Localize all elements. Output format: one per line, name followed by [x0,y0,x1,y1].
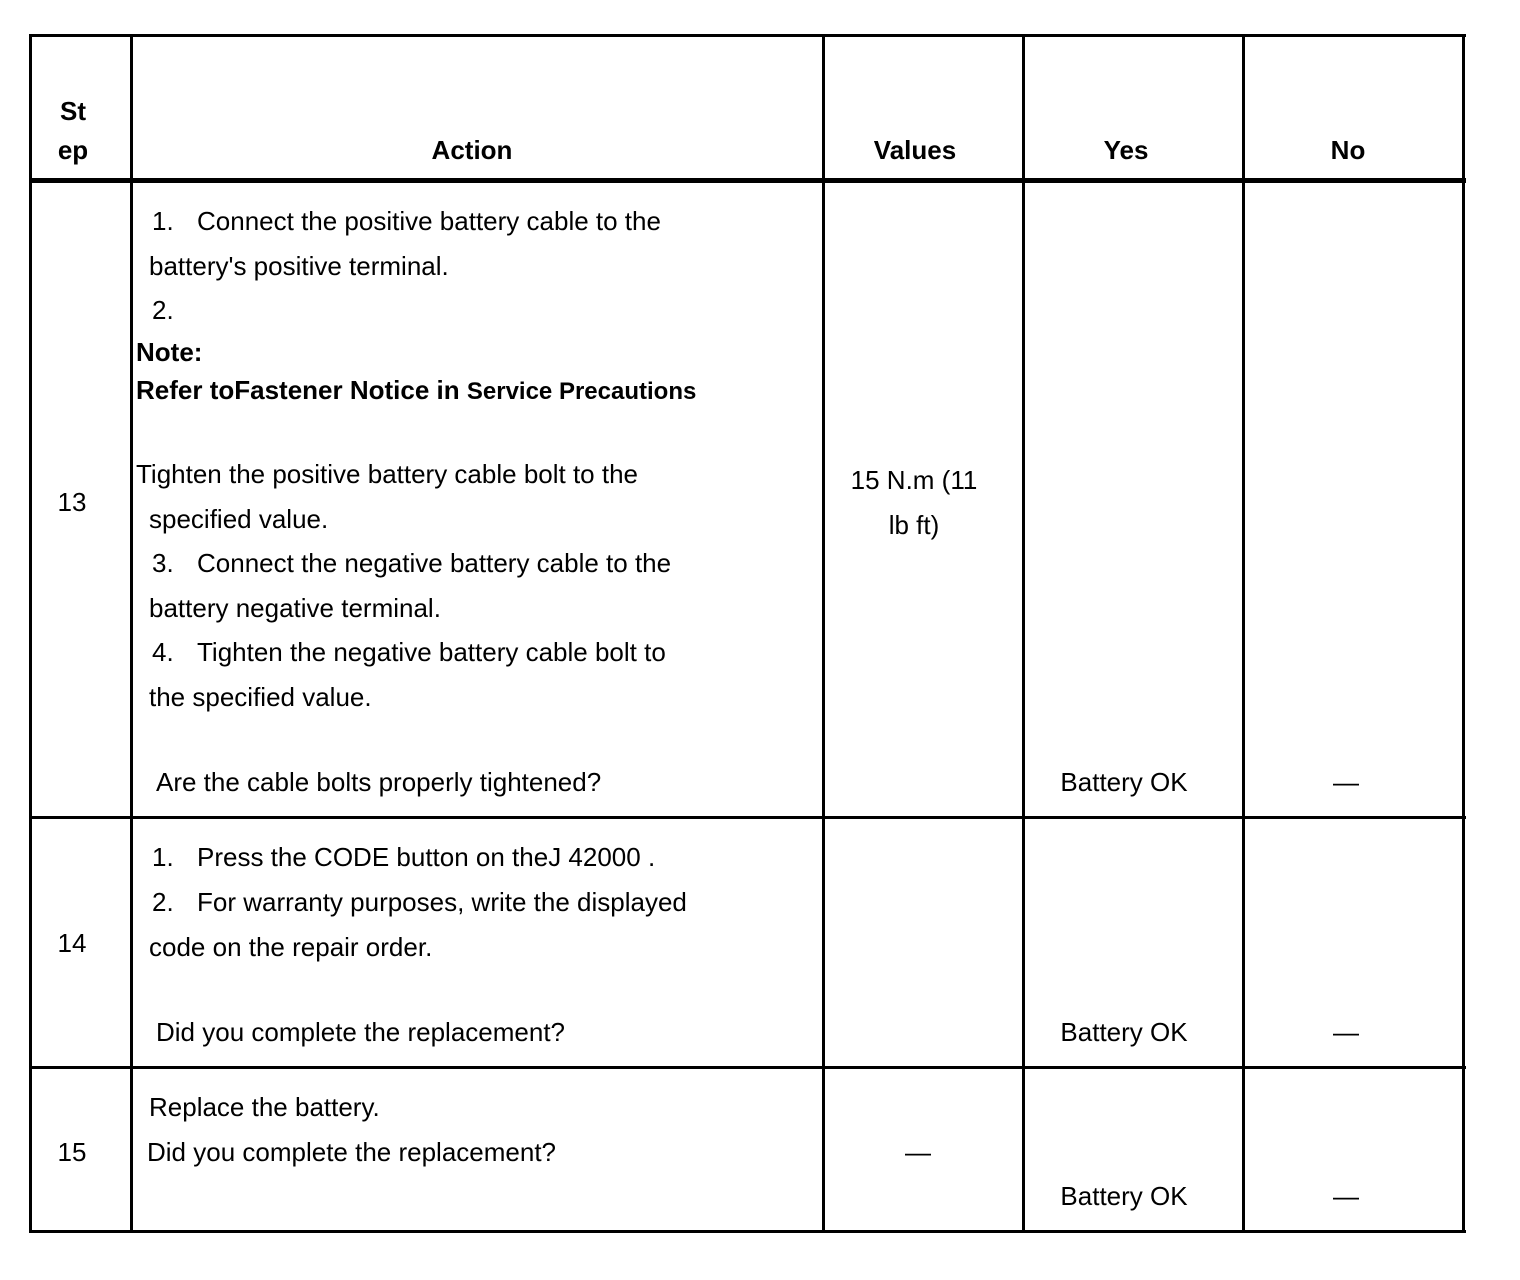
header-step-line2: ep [57,135,89,165]
row-divider-13-14 [29,816,1466,819]
action-question: Did you complete the replacement? [147,1137,557,1167]
no-result: — [1333,1181,1359,1211]
note-link[interactable]: Service Precautions [466,378,697,405]
header-no: No [1330,135,1366,165]
col-border-left [29,34,32,1233]
header-action: Action [431,135,513,165]
values-text: — [905,1137,931,1167]
col-border-values-yes [1022,34,1025,1233]
note-label: Note: [136,337,203,367]
col-border-action-values [822,34,825,1233]
yes-result: Battery OK [1060,1181,1188,1211]
action-text: Tighten the positive battery cable bolt to the [136,459,639,489]
table-top-border [29,34,1466,37]
table-bottom-border [29,1230,1466,1233]
step-number: 14 [57,928,87,958]
header-divider [29,178,1466,183]
values-text: lb ft) [888,510,940,540]
action-text: the specified value. [149,682,372,712]
action-text: battery negative terminal. [149,593,441,623]
header-yes: Yes [1103,135,1149,165]
yes-result: Battery OK [1060,767,1188,797]
list-number: 2. [152,887,174,917]
header-values: Values [873,135,957,165]
step-number: 13 [57,487,87,517]
values-text: 15 N.m (11 [850,465,978,495]
col-border-step-action [130,34,133,1233]
row-divider-14-15 [29,1066,1466,1069]
action-text: For warranty purposes, write the displayed [197,887,687,917]
list-number: 2. [152,295,174,325]
action-text: Connect the positive battery cable to the [197,206,661,236]
action-text: Replace the battery. [149,1092,380,1122]
action-text: Press the CODE button on theJ 42000 . [197,842,656,872]
note-text [136,377,696,404]
col-border-right [1462,34,1465,1233]
action-question: Are the cable bolts properly tightened? [156,767,602,797]
col-border-yes-no [1242,34,1245,1233]
no-result: — [1333,1017,1359,1047]
action-text: Connect the negative battery cable to the [197,548,672,578]
action-text: specified value. [149,504,329,534]
list-number: 4. [152,637,174,667]
action-question: Did you complete the replacement? [156,1017,566,1047]
action-text: Tighten the negative battery cable bolt to [197,637,666,667]
no-result: — [1333,767,1359,797]
list-number: 3. [152,548,174,578]
list-number: 1. [152,842,174,872]
action-text: code on the repair order. [149,932,433,962]
header-step-line1: St [60,96,86,126]
list-number: 1. [152,206,174,236]
action-text: battery's positive terminal. [149,251,449,281]
note-text-main: Refer toFastener Notice in [136,375,460,405]
yes-result: Battery OK [1060,1017,1188,1047]
step-number: 15 [57,1137,87,1167]
